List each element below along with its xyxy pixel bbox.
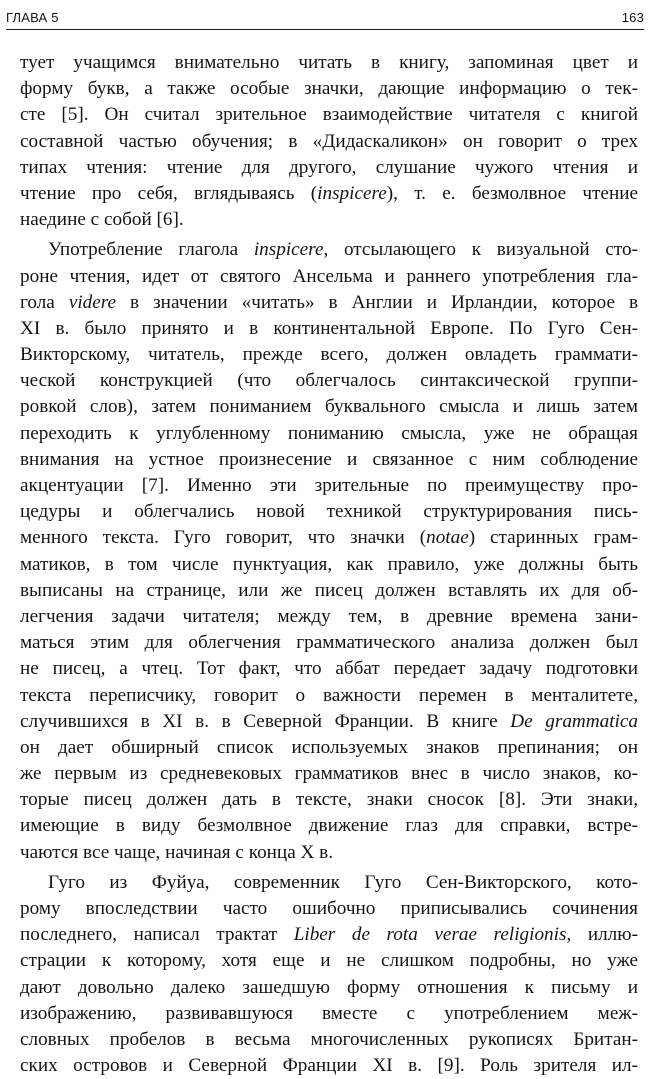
text-line: рому впоследствии часто ошибочно приписывались сочинения <box>20 898 638 919</box>
text-line <box>20 237 638 263</box>
text-line: изображению, развивавшуюся вместе с употреблением меж- <box>20 1002 638 1024</box>
text-line <box>20 525 638 551</box>
text-line: маться этим для облегчения грамматического анализа должен был <box>20 632 638 654</box>
text-run: случившихся в XI в. в Северной Франции. В книге <box>20 710 511 732</box>
text-line: Гуго из Фуйуа, современник Гуго Сен-Викторского, кото- <box>48 871 638 893</box>
page-number: 163 <box>621 10 644 25</box>
text-line <box>20 290 638 316</box>
text-line: переходить к углубленному пониманию смысла, уже не обращая <box>20 422 638 444</box>
text-run: Употребление глагола <box>48 239 254 261</box>
text-line <box>20 181 638 207</box>
text-line: тует учащимся внимательно читать в книгу, запоминая цвет и <box>20 52 638 73</box>
text-line: сте [5]. Он считал зрительное взаимодействие читателя с книгой <box>20 104 638 126</box>
italic-term: notae <box>426 527 469 549</box>
text-run: чтение про себя, вглядываясь ( <box>20 182 318 204</box>
running-head <box>6 8 644 28</box>
text-line: акцентуации [7]. Именно эти зрительные по преимуществу про- <box>20 475 638 496</box>
text-line: не писец, а чтец. Тот факт, что аббат передает задачу подготовки <box>20 658 638 680</box>
text-line: легчения задачи читателя; между тем, в древние времена зани- <box>20 605 638 627</box>
text-line: имеющие в виду безмолвное движение глаз для справки, встре- <box>20 815 638 837</box>
text-line: ровкой слов), затем пониманием буквального смысла и лишь затем <box>20 396 638 418</box>
chapter-title: ГЛАВА 5 <box>6 10 59 25</box>
text-line: ских островов и Северной Франции XI в. [9]. Роль зрителя ил- <box>20 1055 638 1077</box>
paragraph <box>20 50 638 233</box>
text-line <box>20 709 638 735</box>
italic-term: inspicere <box>253 239 324 261</box>
text-line: XI в. было принято и в континентальной Европе. По Гуго Сен- <box>20 317 638 339</box>
text-run: ) старинных грам- <box>468 527 638 549</box>
text-line: роне чтения, идет от святого Ансельма и раннего употребления гла- <box>20 265 638 287</box>
paragraph <box>20 870 638 1079</box>
text-line: ческой конструкцией (что облегчалось синтаксической группи- <box>20 370 638 392</box>
text-line: страции к которому, хотя еще и не слишком подробны, но уже <box>20 950 638 972</box>
italic-term: Liber de rota verae religionis <box>293 924 567 946</box>
text-line: внимания на устное произнесение и связанное с ним соблюдение <box>20 448 638 470</box>
text-line: цедуры и облегчались новой техникой структурирования пись- <box>20 501 638 523</box>
italic-term: inspicere <box>317 182 387 204</box>
text-run: последнего, написал трактат <box>20 924 294 946</box>
text-line: Викторскому, читатель, прежде всего, должен овладеть граммати- <box>20 344 638 366</box>
text-run: , отсылающего к визуальной сто- <box>323 239 638 261</box>
text-run: менного текста. Гуго говорит, что значки ( <box>20 527 427 549</box>
italic-term: videre <box>68 291 117 313</box>
text-line: составной частью обучения; в «Дидаскаликон» он говорит о трех <box>20 130 638 152</box>
text-line: он дает обширный список используемых знаков препинания; он <box>20 736 638 758</box>
paragraph <box>20 237 638 866</box>
header-rule <box>6 29 644 30</box>
text-line: типах чтения: чтение для другого, слушание чужого чтения и <box>20 156 638 178</box>
text-line: же первым из средневековых грамматиков внес в число знаков, ко- <box>20 763 638 785</box>
text-line: словных пробелов в весьма многочисленных рукописях Британ- <box>20 1028 638 1050</box>
text-run: ), т. е. безмолвное чтение <box>386 182 638 204</box>
italic-term: De grammatica <box>510 710 638 732</box>
text-line: наедине с собой [6]. <box>20 209 184 231</box>
text-line: выписаны на странице, или же писец должен вставлять их для об- <box>20 579 638 601</box>
text-line: дают довольно далеко зашедшую форму отношения к письму и <box>20 976 638 998</box>
body-text <box>20 50 638 1079</box>
text-line: чаются все чаще, начиная с конца X в. <box>20 841 334 863</box>
text-line: форму букв, а также особые значки, дающие информацию о тек- <box>20 78 638 100</box>
text-line: текста переписчику, говорит о важности перемен в менталитете, <box>20 684 638 706</box>
text-line <box>20 922 638 948</box>
text-run: гола <box>20 291 69 313</box>
text-line: торые писец должен дать в тексте, знаки сносок [8]. Эти знаки, <box>20 789 638 811</box>
text-line: матиков, в том числе пунктуация, как правило, уже должны быть <box>20 553 638 575</box>
text-run: в значении «читать» в Англии и Ирландии, которое в <box>116 291 639 313</box>
text-run: , иллю- <box>566 924 638 946</box>
